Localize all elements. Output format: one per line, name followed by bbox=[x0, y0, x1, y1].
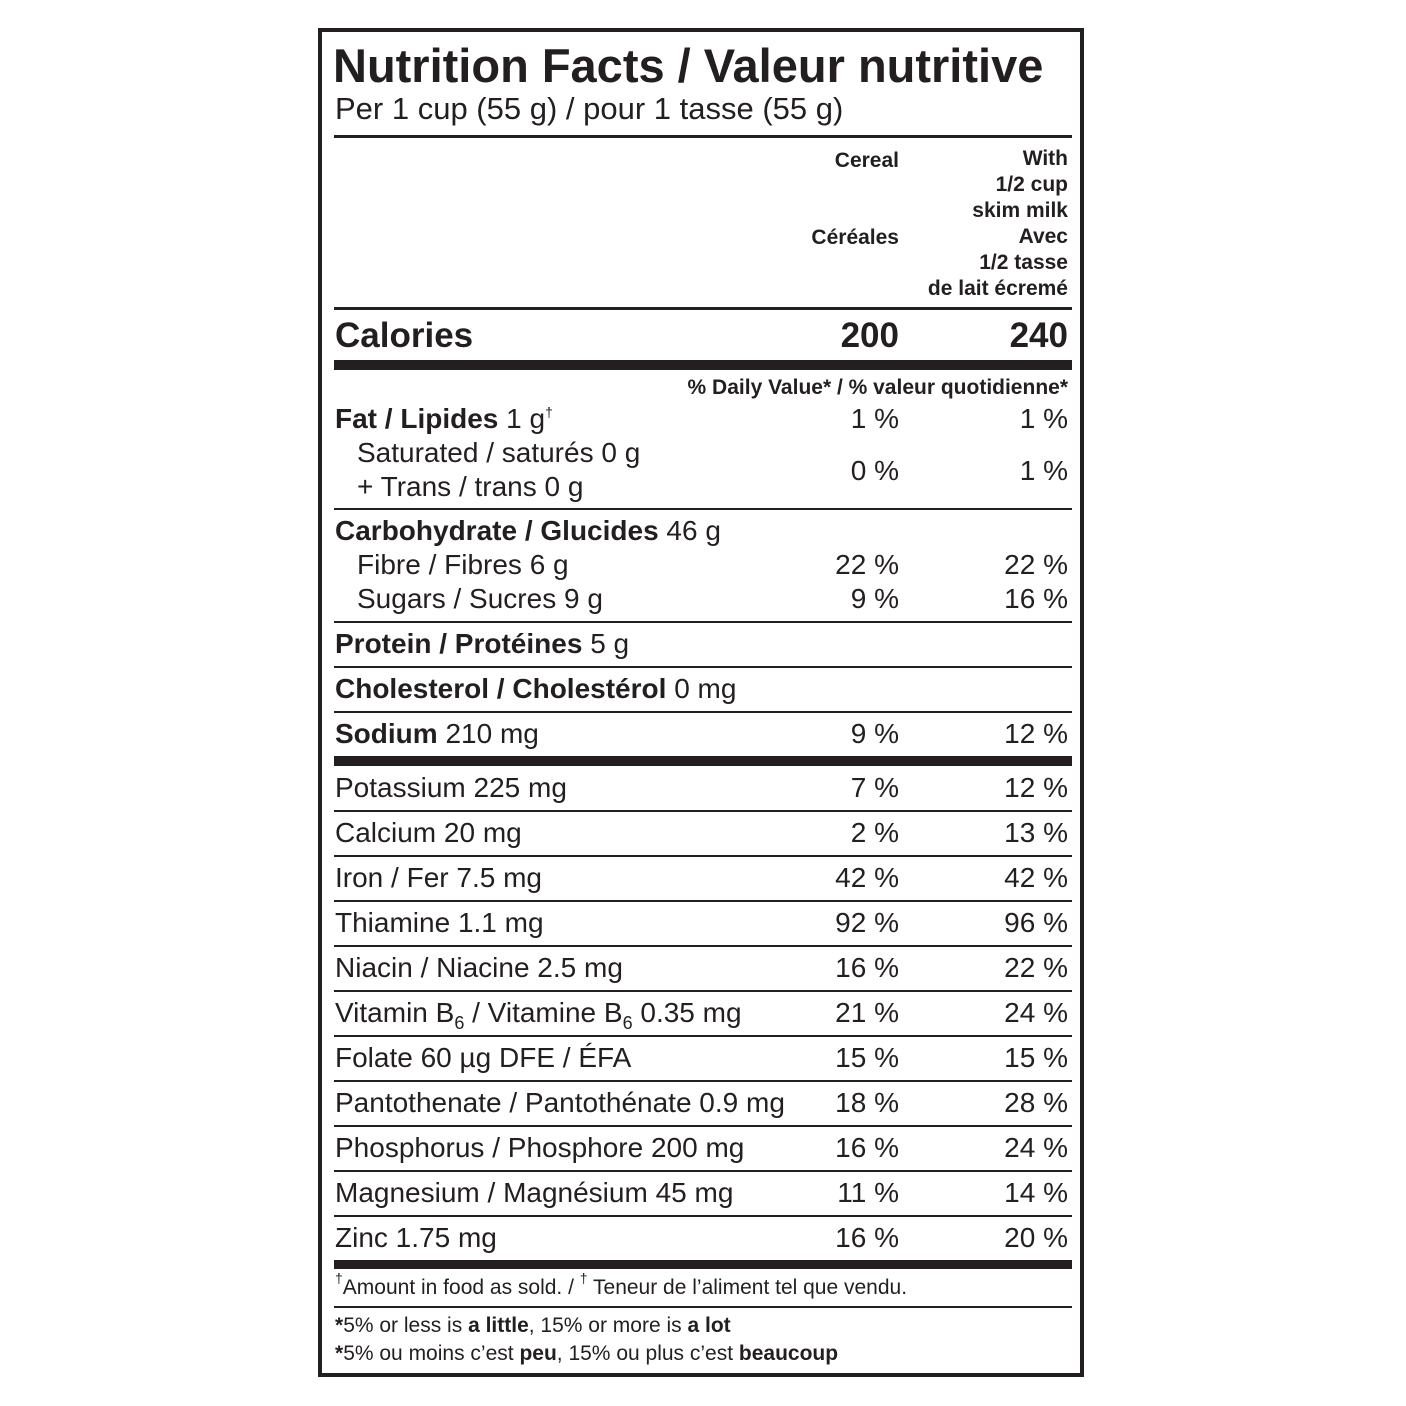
nutrient-label-phosphorus: Phosphorus / Phosphore 200 mg bbox=[335, 1132, 745, 1163]
nutrient-with-milk-dv: 24 % bbox=[1004, 1132, 1068, 1163]
protein-name: Protein / Protéines bbox=[335, 628, 583, 659]
nutrient-cereal-dv: 92 % bbox=[835, 907, 899, 938]
nutrition-facts-panel bbox=[318, 28, 1084, 1377]
column-header-line: de lait écremé bbox=[927, 277, 1068, 300]
nutrient-cereal-dv: 7 % bbox=[850, 772, 899, 803]
sodium-with-milk-dv: 12 % bbox=[1004, 718, 1068, 749]
divider bbox=[334, 855, 1072, 857]
calories-cereal: 200 bbox=[840, 316, 899, 355]
fibre-with-milk-dv: 22 % bbox=[1004, 549, 1068, 580]
divider bbox=[334, 1080, 1072, 1082]
nutrient-cereal-dv: 42 % bbox=[835, 862, 899, 893]
nutrient-with-milk-dv: 13 % bbox=[1004, 817, 1068, 848]
nutrient-label-pantothenate: Pantothenate / Pantothénate 0.9 mg bbox=[335, 1087, 785, 1118]
legend-text: , 15% ou plus c’est bbox=[556, 1342, 739, 1365]
carbohydrate-amount: 46 g bbox=[666, 515, 721, 546]
divider bbox=[334, 1035, 1072, 1037]
nutrient-label-folate: Folate 60 µg DFE / ÉFA bbox=[335, 1042, 632, 1073]
calories-label: Calories bbox=[335, 316, 474, 355]
nutrient-cereal-dv: 16 % bbox=[835, 952, 899, 983]
sat-trans-with-milk-dv: 1 % bbox=[1019, 455, 1068, 486]
sodium-amount: 210 mg bbox=[445, 718, 539, 749]
fat-cereal-dv: 1 % bbox=[850, 403, 899, 434]
divider bbox=[334, 810, 1072, 812]
footnote bbox=[335, 1270, 908, 1301]
vitamin-b6-amount: 0.35 mg bbox=[632, 997, 742, 1028]
title: Nutrition Facts / Valeur nutritive bbox=[333, 39, 1044, 92]
sugars-cereal-dv: 9 % bbox=[850, 583, 899, 614]
thick-divider bbox=[334, 756, 1072, 766]
sugars-label: Sugars / Sucres 9 g bbox=[357, 583, 603, 614]
cholesterol-name: Cholesterol / Cholestérol bbox=[335, 673, 667, 704]
nutrient-label-calcium: Calcium 20 mg bbox=[335, 817, 522, 848]
nutrient-cereal-dv: 18 % bbox=[835, 1087, 899, 1118]
column-header-line: 1/2 cup bbox=[995, 173, 1068, 196]
thick-divider bbox=[334, 1260, 1072, 1269]
divider bbox=[334, 990, 1072, 992]
subscript: 6 bbox=[622, 1013, 633, 1033]
nutrient-with-milk-dv: 22 % bbox=[1004, 952, 1068, 983]
legend-french bbox=[335, 1341, 838, 1367]
column-header-cereales: Céréales bbox=[811, 226, 899, 249]
divider bbox=[334, 1306, 1072, 1308]
nutrient-label-potassium: Potassium 225 mg bbox=[335, 772, 567, 803]
divider bbox=[334, 945, 1072, 947]
sodium-label bbox=[335, 717, 539, 751]
dagger-marker: † bbox=[579, 1270, 588, 1286]
divider bbox=[334, 508, 1072, 510]
subscript: 6 bbox=[454, 1013, 465, 1033]
protein-amount: 5 g bbox=[590, 628, 630, 659]
column-header-line: 1/2 tasse bbox=[979, 251, 1068, 274]
divider bbox=[334, 621, 1072, 623]
legend-emphasis: a lot bbox=[687, 1314, 731, 1337]
footnote-text: Amount in food as sold. / bbox=[342, 1276, 580, 1299]
fat-with-milk-dv: 1 % bbox=[1019, 403, 1068, 434]
nutrient-cereal-dv: 21 % bbox=[835, 997, 899, 1028]
divider bbox=[334, 1170, 1072, 1172]
fibre-label: Fibre / Fibres 6 g bbox=[357, 549, 569, 580]
nutrient-with-milk-dv: 15 % bbox=[1004, 1042, 1068, 1073]
nutrient-with-milk-dv: 24 % bbox=[1004, 997, 1068, 1028]
cholesterol-amount: 0 mg bbox=[674, 673, 737, 704]
divider bbox=[334, 307, 1072, 310]
fibre-cereal-dv: 22 % bbox=[835, 549, 899, 580]
saturated-label: Saturated / saturés 0 g bbox=[357, 437, 641, 468]
nutrient-with-milk-dv: 14 % bbox=[1004, 1177, 1068, 1208]
nutrient-label-niacin: Niacin / Niacine 2.5 mg bbox=[335, 952, 623, 983]
legend-emphasis: a little bbox=[468, 1314, 529, 1337]
fat-name: Fat / Lipides bbox=[335, 403, 499, 434]
cholesterol-label bbox=[335, 672, 736, 706]
sodium-cereal-dv: 9 % bbox=[850, 718, 899, 749]
asterisk: * bbox=[335, 1314, 344, 1337]
protein-label bbox=[335, 627, 629, 661]
fat-amount: 1 g bbox=[506, 403, 546, 434]
serving-size: Per 1 cup (55 g) / pour 1 tasse (55 g) bbox=[335, 91, 844, 126]
nutrient-cereal-dv: 2 % bbox=[850, 817, 899, 848]
asterisk: * bbox=[335, 1342, 344, 1365]
nutrient-label-thiamine: Thiamine 1.1 mg bbox=[335, 907, 544, 938]
legend-text: 5% ou moins c’est bbox=[343, 1342, 520, 1365]
nutrient-with-milk-dv: 96 % bbox=[1004, 907, 1068, 938]
divider bbox=[334, 1215, 1072, 1217]
nutrient-cereal-dv: 11 % bbox=[837, 1177, 899, 1208]
nutrient-label-vitamin-b6 bbox=[335, 996, 742, 1033]
nutrient-cereal-dv: 16 % bbox=[835, 1222, 899, 1253]
thick-divider bbox=[334, 360, 1072, 370]
divider bbox=[334, 900, 1072, 902]
divider bbox=[334, 666, 1072, 668]
nutrient-label-zinc: Zinc 1.75 mg bbox=[335, 1222, 497, 1253]
nutrient-with-milk-dv: 42 % bbox=[1004, 862, 1068, 893]
fat-label bbox=[335, 402, 553, 436]
divider bbox=[334, 1125, 1072, 1127]
column-header-line: With bbox=[1022, 147, 1068, 170]
legend-text: , 15% or more is bbox=[528, 1314, 688, 1337]
column-header-line: skim milk bbox=[972, 199, 1068, 222]
column-header-cereal: Cereal bbox=[834, 149, 899, 172]
footnote-text: Teneur de l’aliment tel que vendu. bbox=[587, 1276, 908, 1299]
sodium-name: Sodium bbox=[335, 718, 438, 749]
divider bbox=[334, 711, 1072, 713]
daily-value-header: % Daily Value* / % valeur quotidienne* bbox=[687, 376, 1068, 399]
vitamin-b6-text: / Vitamine B bbox=[464, 997, 623, 1028]
legend-english bbox=[335, 1313, 731, 1339]
carbohydrate-label bbox=[335, 514, 721, 548]
carbohydrate-name: Carbohydrate / Glucides bbox=[335, 515, 659, 546]
legend-text: 5% or less is bbox=[343, 1314, 469, 1337]
nutrient-label-iron: Iron / Fer 7.5 mg bbox=[335, 862, 542, 893]
vitamin-b6-text: Vitamin B bbox=[335, 997, 455, 1028]
nutrient-label-magnesium: Magnesium / Magnésium 45 mg bbox=[335, 1177, 734, 1208]
nutrient-with-milk-dv: 28 % bbox=[1004, 1087, 1068, 1118]
nutrient-cereal-dv: 15 % bbox=[835, 1042, 899, 1073]
dagger-marker: † bbox=[545, 404, 553, 420]
trans-label: + Trans / trans 0 g bbox=[357, 471, 584, 502]
dagger-marker: † bbox=[335, 1270, 343, 1286]
nutrient-with-milk-dv: 20 % bbox=[1004, 1222, 1068, 1253]
sat-trans-cereal-dv: 0 % bbox=[850, 455, 899, 486]
calories-with-milk: 240 bbox=[1009, 316, 1068, 355]
sugars-with-milk-dv: 16 % bbox=[1004, 583, 1068, 614]
column-header-line: Avec bbox=[1018, 225, 1068, 248]
column-header-with-milk bbox=[928, 146, 1068, 302]
legend-emphasis: peu bbox=[519, 1342, 557, 1365]
legend-emphasis: beaucoup bbox=[738, 1342, 839, 1365]
nutrient-cereal-dv: 16 % bbox=[835, 1132, 899, 1163]
nutrient-with-milk-dv: 12 % bbox=[1004, 772, 1068, 803]
divider bbox=[334, 135, 1072, 138]
